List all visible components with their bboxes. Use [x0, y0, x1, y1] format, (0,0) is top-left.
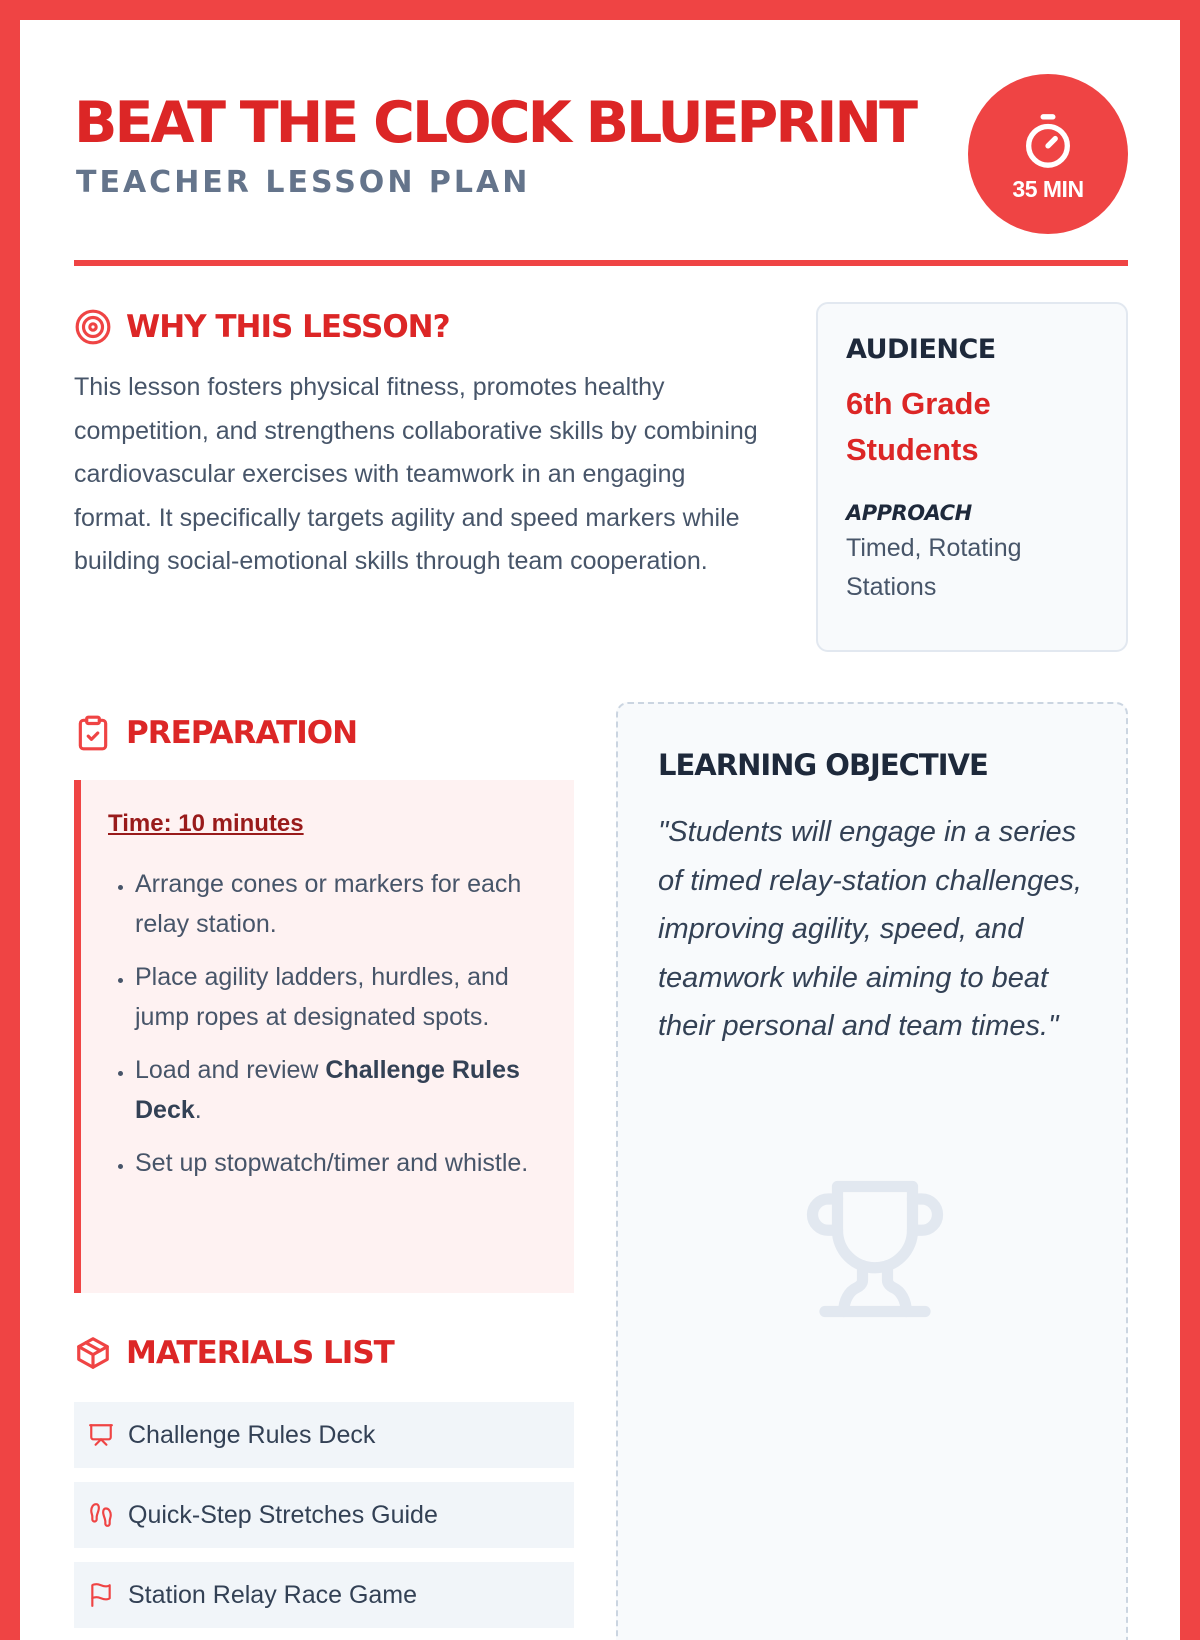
materials-heading	[74, 1334, 394, 1372]
preparation-list	[108, 864, 544, 1183]
why-heading	[74, 308, 450, 346]
audience-value: 6th Grade Students	[846, 386, 991, 467]
list-item: • Arrange cones or markers for each relay station.	[135, 864, 544, 944]
objective-quote: "Students will engage in a series of timed relay-station challenges, improving agility, speed, and teamwork while aiming to beat their personal and team times."	[658, 816, 1082, 1042]
footprints-icon	[88, 1502, 114, 1528]
audience-title: AUDIENCE	[846, 334, 996, 365]
objective-title: LEARNING OBJECTIVE	[658, 748, 988, 782]
lesson-plan-sheet	[20, 20, 1180, 1640]
material-label: Station Relay Race Game	[128, 1580, 418, 1609]
preparation-heading	[74, 714, 357, 752]
list-item: • Set up stopwatch/timer and whistle.	[135, 1143, 544, 1183]
list-item-text: .	[194, 1096, 202, 1124]
flag-icon	[88, 1582, 114, 1608]
package-icon	[74, 1334, 112, 1372]
material-item	[74, 1402, 574, 1468]
material-label: Challenge Rules Deck	[128, 1420, 376, 1449]
list-item: • Place agility ladders, hurdles, and jump ropes at designated spots.	[135, 957, 544, 1037]
approach-value: Timed, Rotating Stations	[846, 534, 1022, 601]
stopwatch-icon	[1019, 112, 1077, 170]
why-heading-label: WHY THIS LESSON?	[126, 309, 450, 345]
trophy-icon	[800, 1174, 950, 1324]
approach-label: APPROACH	[846, 501, 972, 525]
list-item-emphasis: Challenge Rules Deck	[135, 1056, 520, 1124]
material-label: Quick-Step Stretches Guide	[128, 1500, 438, 1529]
duration-badge	[968, 74, 1128, 234]
list-item	[135, 1050, 544, 1130]
presentation-icon	[88, 1422, 114, 1448]
clipboard-check-icon	[74, 714, 112, 752]
header-divider	[74, 260, 1128, 266]
material-item	[74, 1562, 574, 1628]
preparation-card	[74, 780, 574, 1293]
material-item	[74, 1482, 574, 1548]
duration-text: 35 MIN	[1012, 175, 1084, 202]
objective-card	[616, 702, 1128, 1640]
target-icon	[74, 308, 112, 346]
preparation-time: Time: 10 minutes	[108, 810, 304, 837]
list-item-text: Load and review	[135, 1056, 326, 1084]
preparation-heading-label: PREPARATION	[126, 715, 358, 751]
why-text: This lesson fosters physical fitness, promotes healthy competition, and strengthens collaborative skills by combining cardiovascular exercises with teamwork in an engaging format. It specifically targets agility and speed markers while building social-emotional skills through team cooperation.	[74, 373, 758, 575]
page-subtitle: TEACHER LESSON PLAN	[76, 165, 531, 200]
audience-card	[816, 302, 1128, 652]
page-title: BEAT THE CLOCK BLUEPRINT	[74, 90, 916, 156]
materials-heading-label: MATERIALS LIST	[126, 1335, 394, 1371]
